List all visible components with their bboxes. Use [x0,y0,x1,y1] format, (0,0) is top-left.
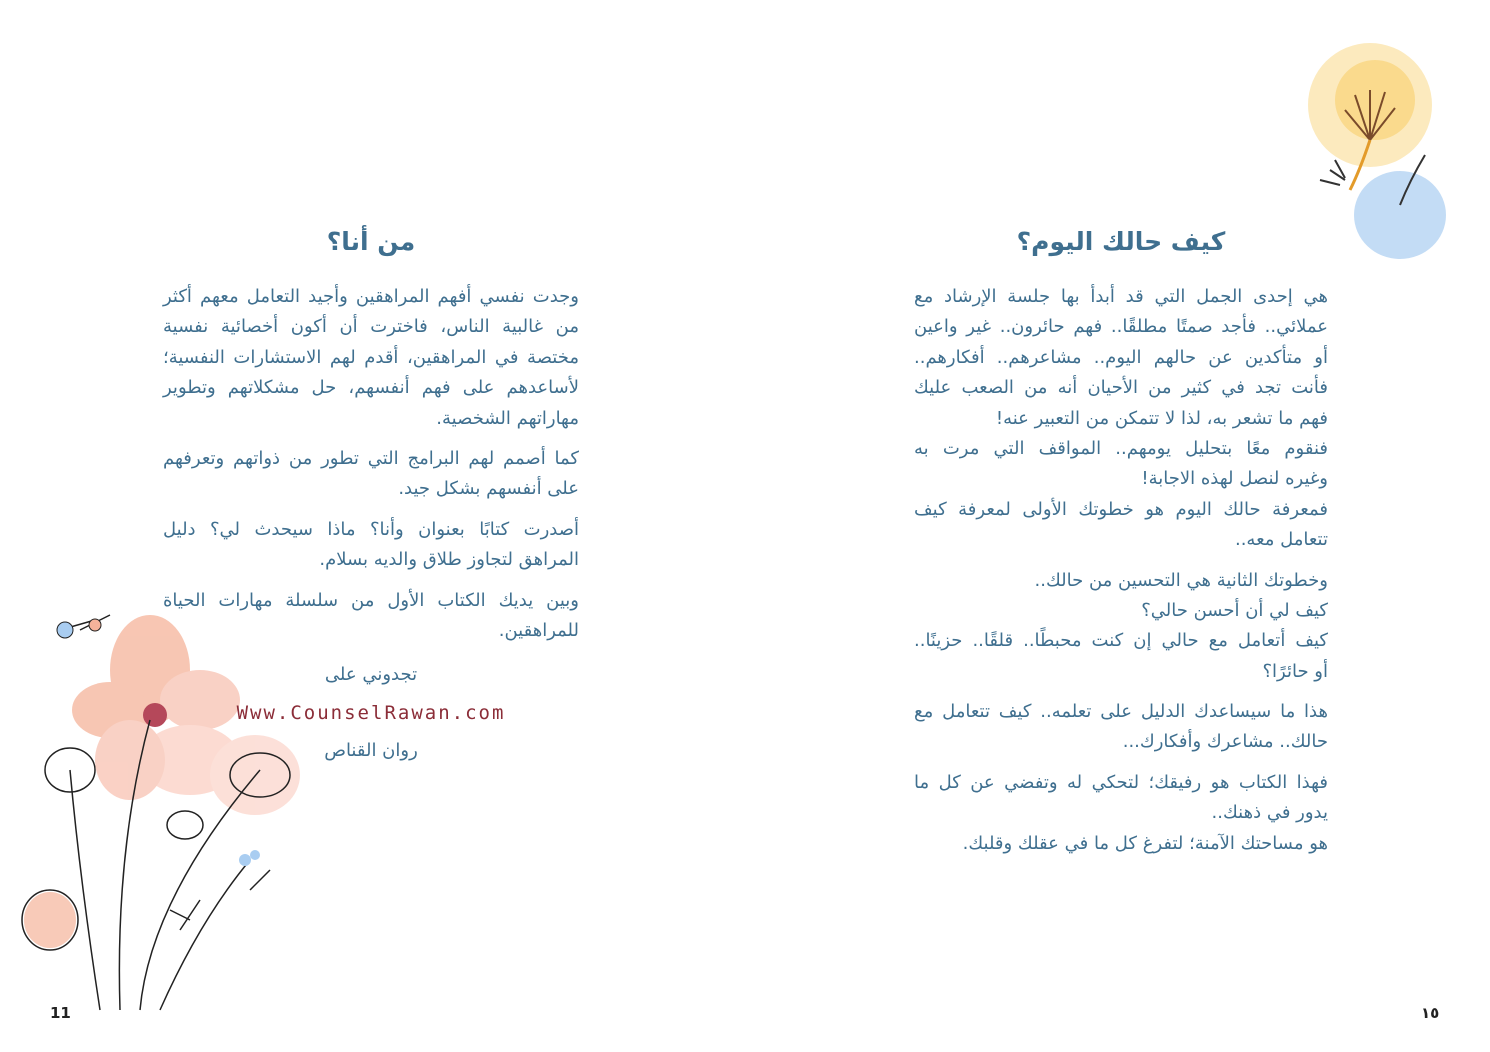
text-line: فهم ما تشعر به، لذا لا تتمكن من التعبير عنه! [995,407,1328,429]
text-line: حالك.. مشاعرك وأفكارك... [1122,731,1328,753]
text-line: وبين يديك الكتاب الأول من سلسلة مهارات الحياة [163,589,579,611]
text-line: وغيره لنصل لهذه الاجابة! [1141,468,1328,490]
paragraph [163,282,579,434]
text-line: كما أصمم لهم البرامج التي تطور من ذواتهم وتعرفهم [163,447,579,469]
text-line: فأنت تجد في كثير من الأحيان أنه من الصعب عليك [914,377,1328,399]
right-page-number: ١٥ [1421,1004,1440,1022]
text-line: فنقوم معًا بتحليل يومهم.. المواقف التي مرت به [914,437,1328,459]
find-me-label: تجدوني على [324,664,418,686]
left-page-title: من أنا؟ [326,227,416,256]
text-line: هو مساحتك الآمنة؛ لتفرغ كل ما في عقلك وقلبك. [962,832,1328,854]
text-line: للمراهقين. [498,619,579,641]
paragraph [163,444,579,505]
text-line: مختصة في المراهقين، أقدم لهم الاستشارات النفسية؛ [163,346,579,368]
text-line: وخطوتك الثانية هي التحسين من حالك.. [1034,569,1328,591]
left-page-number: 11 [50,1004,71,1022]
text-line: يدور في ذهنك.. [1211,802,1328,824]
paragraph [914,697,1328,758]
text-line: وجدت نفسي أفهم المراهقين وأجيد التعامل معهم أكثر [163,286,579,307]
text-line: من غالبية الناس، فاخترت أن أكون أخصائية نفسية [163,316,579,338]
paragraph [914,566,1328,688]
text-line: فمعرفة حالك اليوم هو خطوتك الأولى لمعرفة كيف [914,498,1328,520]
text-line: فهذا الكتاب هو رفيقك؛ لتحكي له وتفضي عن كل ما [914,771,1328,793]
text-line: مهاراتهم الشخصية. [436,407,579,429]
text-line: تتعامل معه.. [1234,529,1328,551]
right-page-title: كيف حالك اليوم؟ [1016,227,1226,256]
text-line: أو حائرًا؟ [1262,660,1328,682]
text-line: المراهق لتجاوز طلاق والديه بسلام. [319,549,579,571]
text-line: كيف أتعامل مع حالي إن كنت محبطًا.. قلقًا.. حزينًا.. [914,630,1328,652]
text-line: هذا ما سيساعدك الدليل على تعلمه.. كيف تتعامل مع [914,701,1328,723]
website-link[interactable]: Www.CounselRawan.com [236,702,506,725]
paragraph [914,768,1328,859]
text-line: عملائي.. فأجد صمتًا مطلقًا.. فهم حائرون.. غير واعين [914,316,1328,338]
text-line: على أنفسهم بشكل جيد. [398,478,579,500]
author-name: روان القناص [324,740,418,762]
text-line: كيف لي أن أحسن حالي؟ [1141,599,1328,621]
text-line: هي إحدى الجمل التي قد أبدأ بها جلسة الإرشاد مع [914,286,1328,307]
text-line: أصدرت كتابًا بعنوان وأنا؟ ماذا سيحدث لي؟ دليل [163,518,579,540]
text-line: أو متأكدين عن حالهم اليوم.. مشاعرهم.. أفكارهم.. [914,346,1328,368]
paragraph [163,586,579,647]
paragraph [163,515,579,576]
right-page [914,222,1328,869]
paragraph [914,282,1328,556]
left-page [163,222,579,770]
text-line: لأساعدهم على فهم أنفسهم، حل مشكلاتهم وتطوير [163,377,579,399]
